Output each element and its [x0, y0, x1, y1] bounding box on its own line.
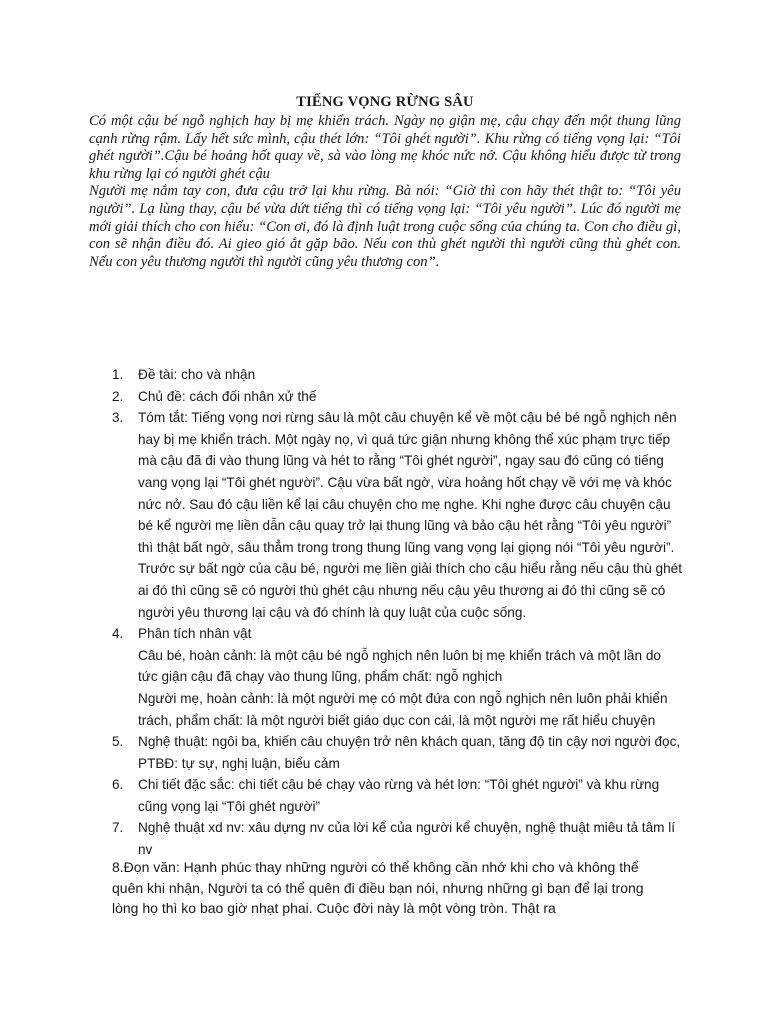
list-item-text: Câu bé, hoàn cảnh: là một cậu bé ngỗ nghịch nên luôn bị mẹ khiển trách và một lần do tức giận cậu đã chạy vào thung lũng, phẩm chất: ngỗ nghịch — [138, 647, 661, 685]
list-item — [112, 623, 684, 731]
list-item-text: Người mẹ, hoàn cảnh: là một người mẹ có một đứa con ngỗ nghịch nên luôn phải khiển trách, phẩm chất: là một người biết giáo dục con cái, là một người mẹ rất hiểu chuyện — [138, 690, 668, 728]
list-number: 5. — [112, 734, 124, 750]
story-section — [89, 94, 681, 271]
analysis-list — [112, 364, 684, 861]
list-item-text: Tóm tắt: Tiếng vọng nơi rừng sâu là một câu chuyện kể về một cậu bé bé ngỗ nghịch nên hay bị mẹ khiển trách. Một ngày nọ, vì quá tức giận nhưng không thể xúc phạm trực tiếp mà cậu đã đi vào thung lũng và hét to rằng “Tôi ghét người”, ngay sau đó cũng có tiếng vang vọng lại “Tôi ghét người”. Cậu vừa bất ngờ, vừa hoảng hốt chạy về với mẹ và khóc nức nở. Sau đó cậu liền kể lại câu chuyện cho mẹ nghe. Khi nghe được câu chuyện cậu bé kể người mẹ liền dẫn cậu quay trở lại thung lũng và bảo cậu hét rằng “Tôi yêu người” thì thật bất ngờ, sâu thẳm trong trong thung lũng vang vọng lại giọng nói “Tôi yêu người”. Trước sự bất ngờ của cậu bé, người mẹ liền giải thích cho cậu hiểu rằng nếu cậu thù ghét ai đó thì cũng sẽ có người thù ghét cậu nhưng nếu cậu yêu thương ai đó thì cũng sẽ có người yêu thương lại cậu và đó chính là quy luật của cuộc sống. — [138, 410, 682, 620]
list-item-text: Chủ đề: cách đối nhân xử thế — [138, 388, 317, 404]
list-item-text: Nghệ thuật xd nv: xâu dựng nv của lời kể của người kể chuyện, nghệ thuật miêu tả tâm lí nv — [138, 820, 676, 858]
story-title: TIẾNG VỌNG RỪNG SÂU — [296, 94, 474, 110]
list-number: 3. — [112, 410, 124, 426]
list-item-text: Phân tích nhân vật — [138, 626, 252, 642]
list-item — [112, 731, 684, 774]
list-item-text: Nghệ thuật: ngôi ba, khiến câu chuyện trở nên khách quan, tăng độ tin cậy nơi người đọc, PTBĐ: tự sự, nghị luận, biểu cảm — [138, 734, 681, 771]
story-paragraph: Người mẹ nắm tay con, đưa cậu trở lại khu rừng. Bà nói: “Giờ thì con hãy thét thật to: “Tôi yêu người”. Lạ lùng thay, cậu bé vừa dứt tiếng thì có tiếng vọng lại: “Tôi yêu người”. Lúc đó người mẹ mới giải thích cho con hiểu: “Con ơi, đó là định luật trong cuộc sống của chúng ta. Con cho điều gì, con sẽ nhận điều đó. Ai gieo gió ắt gặp bão. Nếu con thù ghét người thì người cũng thù ghét con. Nếu con yêu thương người thì người cũng yêu thương con”. — [89, 183, 681, 270]
list-item — [112, 817, 684, 860]
list-number: 4. — [112, 626, 124, 642]
list-item — [112, 386, 684, 408]
list-number: 1. — [112, 367, 124, 382]
list-item — [112, 364, 684, 386]
list-item-text: Đề tài: cho và nhận — [138, 367, 256, 382]
list-item — [112, 407, 684, 623]
list-number: 6. — [112, 777, 124, 793]
paragraph-section-8: 8.Đọn văn: Hạnh phúc thay những người có thể không cần nhớ khi cho và không thể quên khi nhận, Người ta có thể quên đi điều bạn nói, nhưng những gì bạn để lại trong lòng họ thì ko bao giờ nhạt phai. Cuộc đời này là một vòng tròn. Thật ra — [112, 859, 644, 916]
list-number: 2. — [112, 388, 124, 404]
list-number: 7. — [112, 820, 124, 836]
list-item-text: Chi tiết đặc sắc: chi tiết cậu bé chạy vào rừng và hét lơn: “Tôi ghét người” và khu rừng cũng vọng lại “Tôi ghét người” — [138, 777, 660, 814]
list-item — [112, 774, 684, 817]
story-paragraph: Có một cậu bé ngỗ nghịch hay bị mẹ khiển trách. Ngày nọ giận mẹ, cậu chạy đến một thung lũng cạnh rừng rậm. Lấy hết sức mình, cậu thét lớn: “Tôi ghét người”. Khu rừng có tiếng vọng lại: “Tôi ghét người”.Cậu bé hoảng hốt quay về, sà vào lòng mẹ khóc nức nở. Cậu không hiểu được từ trong khu rừng lại có người ghét cậu — [89, 113, 681, 182]
